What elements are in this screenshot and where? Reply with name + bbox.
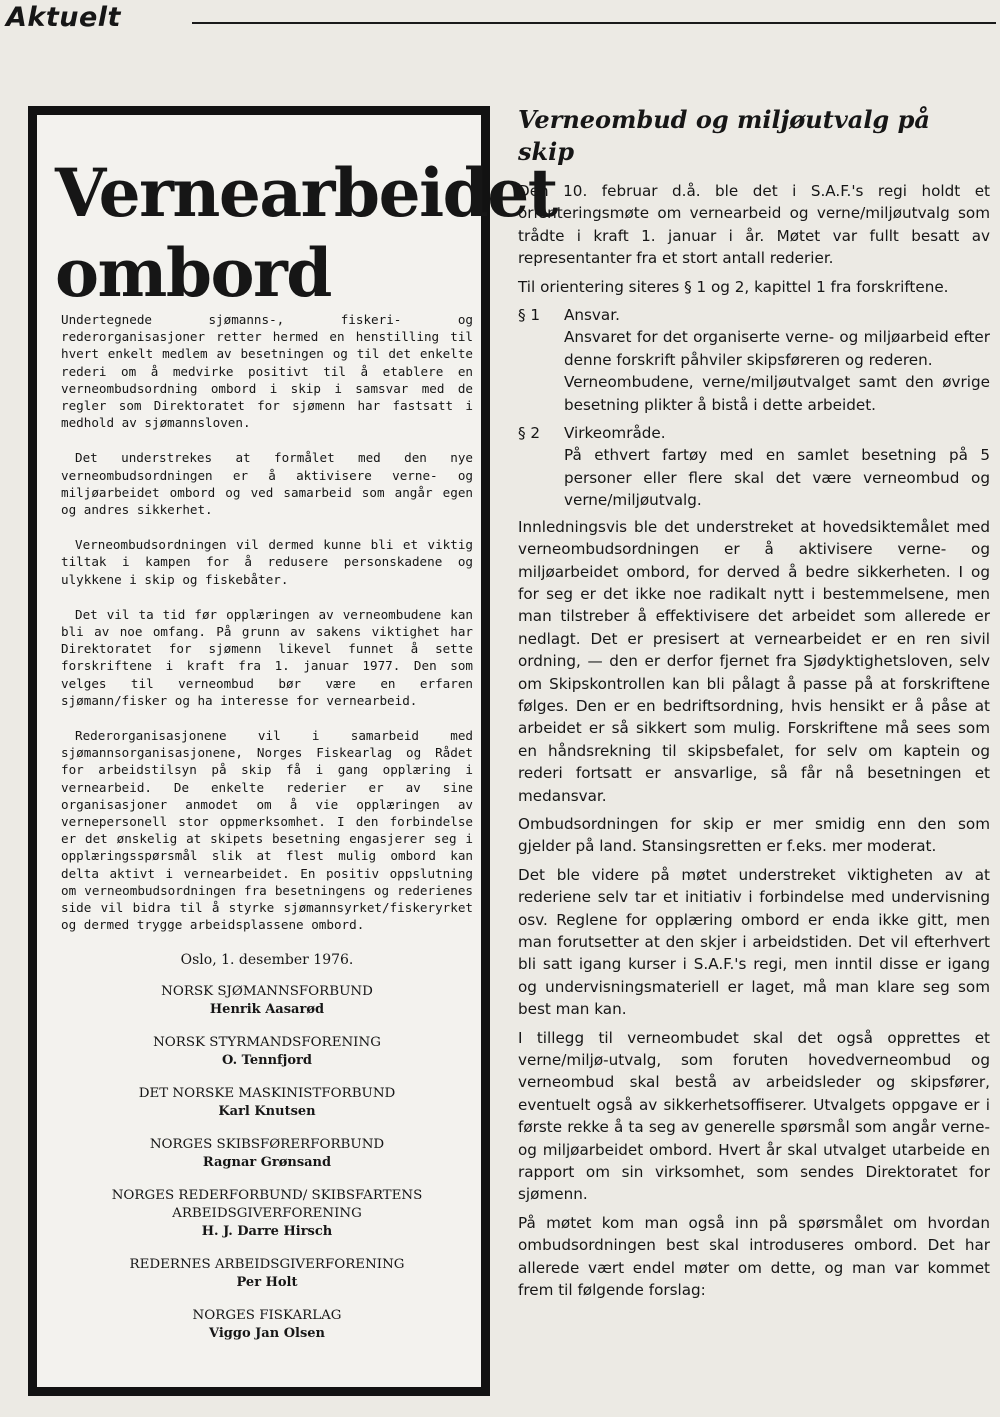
signatory-person: H. J. Darre Hirsch — [201, 1223, 333, 1239]
signatory — [61, 1187, 473, 1240]
article-intro-paragraph: Den 10. februar d.å. ble det i S.A.F.'s regi holdt et orienteringsmøte om vernearbeid og verne/miljøutvalg som trådte i kraft 1. januar i år. Møtet var fullt besatt av representanter fra et stort antall rederier. — [518, 182, 990, 268]
signatory-person: Ragnar Grønsand — [202, 1154, 332, 1170]
notice-paragraph: Det vil ta tid før opplæringen av verneombudene kan bli av noe omfang. På grunn av sakens viktighet har Direktoratet for sjømenn likevel funnet å sette forskriftene i kraft fra 1. januar 1977. Den som velges til verneombud bør være en erfaren sjømann/fisker og ha interesse for vernearbeid. — [61, 606, 473, 708]
section-heading: Ansvar. — [564, 306, 620, 325]
header-rule — [192, 22, 996, 24]
signatory-person: Per Holt — [236, 1274, 298, 1290]
section-text: På ethvert fartøy med en samlet besetning på 5 personer eller flere skal det være verneombud og verne/miljøutvalg. — [564, 446, 990, 510]
notice-paragraph: Rederorganisasjonene vil i samarbeid med sjømannsorganisasjonene, Norges Fiskearlag og Rådet for arbeidstilsyn på skip få i gang opplæring i vernearbeid. De enkelte rederier er av sine organisasjoner anmodet om å vie opplæringen av vernepersonell stor oppmerksomhet. I den forbindelse er det ønskelig at skipets besetning engasjerer seg i opplæringsspørsmål slik at flest mulig ombord kan delta aktivt i vernearbeidet. En positiv oppslutning om verneombudsordningen fra besetningens og rederienes side vil bidra til å styrke sjømannsyrket/fiskeryrket og dermed trygge arbeidsplassene ombord. — [61, 728, 473, 933]
signatory — [61, 1136, 473, 1171]
section-body — [564, 304, 990, 416]
page-header — [0, 0, 1000, 40]
article-paragraph: I tillegg til verneombudet skal det også opprettes et verne/miljø-utvalg, som foruten hovedverneombud og verneombud skal bestå av arbeidsleder og skipsfører, eventuelt også av sikkerhetsoffiserer. Utvalgets oppgave er i første rekke å ta seg av generelle spørsmål som angår verne- og miljøarbeidet ombord. Hvert år skal utvalget utarbeide en rapport om sin virksomhet, som sendes Direktoratet for sjømenn. — [518, 1028, 990, 1204]
signatory-org: NORGES REDERFORBUND/ SKIBSFARTENS ARBEIDSGIVERFORENING — [111, 1187, 423, 1221]
signatory-person: O. Tennfjord — [222, 1052, 312, 1068]
article — [514, 104, 990, 1308]
notice-body — [61, 311, 473, 1358]
regulation-section — [518, 422, 990, 512]
article-paragraph: På møtet kom man også inn på spørsmålet om hvordan ombudsordningen best skal introduseres ombord. Det har allerede vært endel møter om dette, og man var kommet frem til følgende forslag: — [518, 1213, 990, 1300]
section-text: Ansvaret for det organiserte verne- og miljøarbeid efter denne forskrift påhviler skipsføreren og rederen. — [564, 328, 990, 369]
notice-paragraph: Det understrekes at formålet med den nye verneombudsordningen er å aktivisere verne- og miljøarbeidet ombord og ved samarbeid som angår egen og andres sikkerhet. — [61, 450, 473, 518]
section-body — [564, 422, 990, 512]
section-text: Verneombudene, verne/miljøutvalget samt den øvrige besetning plikter å bistå i dette arbeidet. — [564, 373, 990, 414]
signatory-org: NORSK SJØMANNSFORBUND — [161, 983, 373, 999]
signatory-person: Henrik Aasarød — [209, 1001, 325, 1017]
signatory — [61, 983, 473, 1018]
signatory-person: Viggo Jan Olsen — [208, 1325, 326, 1341]
article-paragraph: Innledningsvis ble det understreket at hovedsiktemålet med verneombudsordningen er å aktivisere verne- og miljøarbeidet ombord, for derved å bedre sikkerheten. I og for seg er det ikke noe radikalt nytt i bestemmelsene, men man tilstreber å effektivisere det arbeidet som allerede er nedlagt. Det er presisert at vernearbeidet er en ren sivil ordning, — den er derfor fjernet fra Sjødyktighetsloven, selv om Skipskontrollen kan bli pålagt å passe på at forskriftene følges. Den er en bedriftsordning, hvis hensikt er å påse at arbeidet er så sikkert som mulig. Forskriftene må sees som en håndsrekning til skipsbefalet, for selv om kaptein og rederi fortsatt er ansvarlige, så får nå besetningen et medansvar. — [518, 517, 990, 805]
signatory-org: REDERNES ARBEIDSGIVERFORENING — [129, 1256, 405, 1272]
article-title: Verneombud og miljøutvalg på skip — [518, 105, 930, 166]
signatory — [61, 1034, 473, 1069]
signatory-person: Karl Knutsen — [218, 1103, 316, 1119]
signatory-org: NORSK STYRMANDSFORENING — [153, 1034, 381, 1050]
regulation-section — [518, 304, 990, 416]
section-label: Aktuelt — [6, 2, 121, 33]
notice-paragraph: Verneombudsordningen vil dermed kunne bli et viktig tiltak i kampen for å redusere personskadene og ulykkene i skip og fiskebåter. — [61, 537, 473, 587]
signatory — [61, 1256, 473, 1291]
signatory-org: NORGES SKIBSFØRERFORBUND — [149, 1136, 385, 1152]
section-number: § 1 — [518, 306, 541, 325]
section-number: § 2 — [518, 424, 541, 443]
notice-box — [28, 106, 557, 1396]
article-intro-paragraph: Til orientering siteres § 1 og 2, kapittel 1 fra forskriftene. — [518, 277, 949, 296]
article-paragraph: Ombudsordningen for skip er mer smidig enn den som gjelder på land. Stansingsretten er f.eks. mer moderat. — [518, 814, 990, 856]
signatory — [61, 1085, 473, 1120]
article-paragraph: Det ble videre på møtet understreket viktigheten av at rederiene selv tar et initiativ i forbindelse med undervisning osv. Reglene for opplæring ombord er enda ikke gitt, men man forutsetter at den skjer i arbeidstiden. Det vil efterhvert bli satt igang kurser i S.A.F.'s regi, men inntil disse er igang og undervisningsmateriell er laget, må man klare seg som best man kan. — [518, 865, 990, 1019]
signatory — [61, 1307, 473, 1342]
notice-title — [55, 153, 557, 313]
notice-title-line2: ombord — [55, 234, 331, 312]
signatory-org: DET NORSKE MASKINISTFORBUND — [138, 1085, 396, 1101]
notice-title-line1: Vernearbeidet — [55, 154, 557, 232]
place-date: Oslo, 1. desember 1976. — [180, 951, 354, 968]
section-heading: Virkeområde. — [564, 424, 666, 443]
notice-paragraph: Undertegnede sjømanns-, fiskeri- og rederorganisasjoner retter hermed en henstilling til hvert enkelt medlem av besetningen og til det enkelte rederi om å medvirke positivt til å etablere en verneombudsordning ombord i skip i samsvar med de regler som Direktoratet for sjømenn har fastsatt i medhold av sjømannsloven. — [61, 312, 473, 431]
signatory-org: NORGES FISKARLAG — [192, 1307, 342, 1323]
